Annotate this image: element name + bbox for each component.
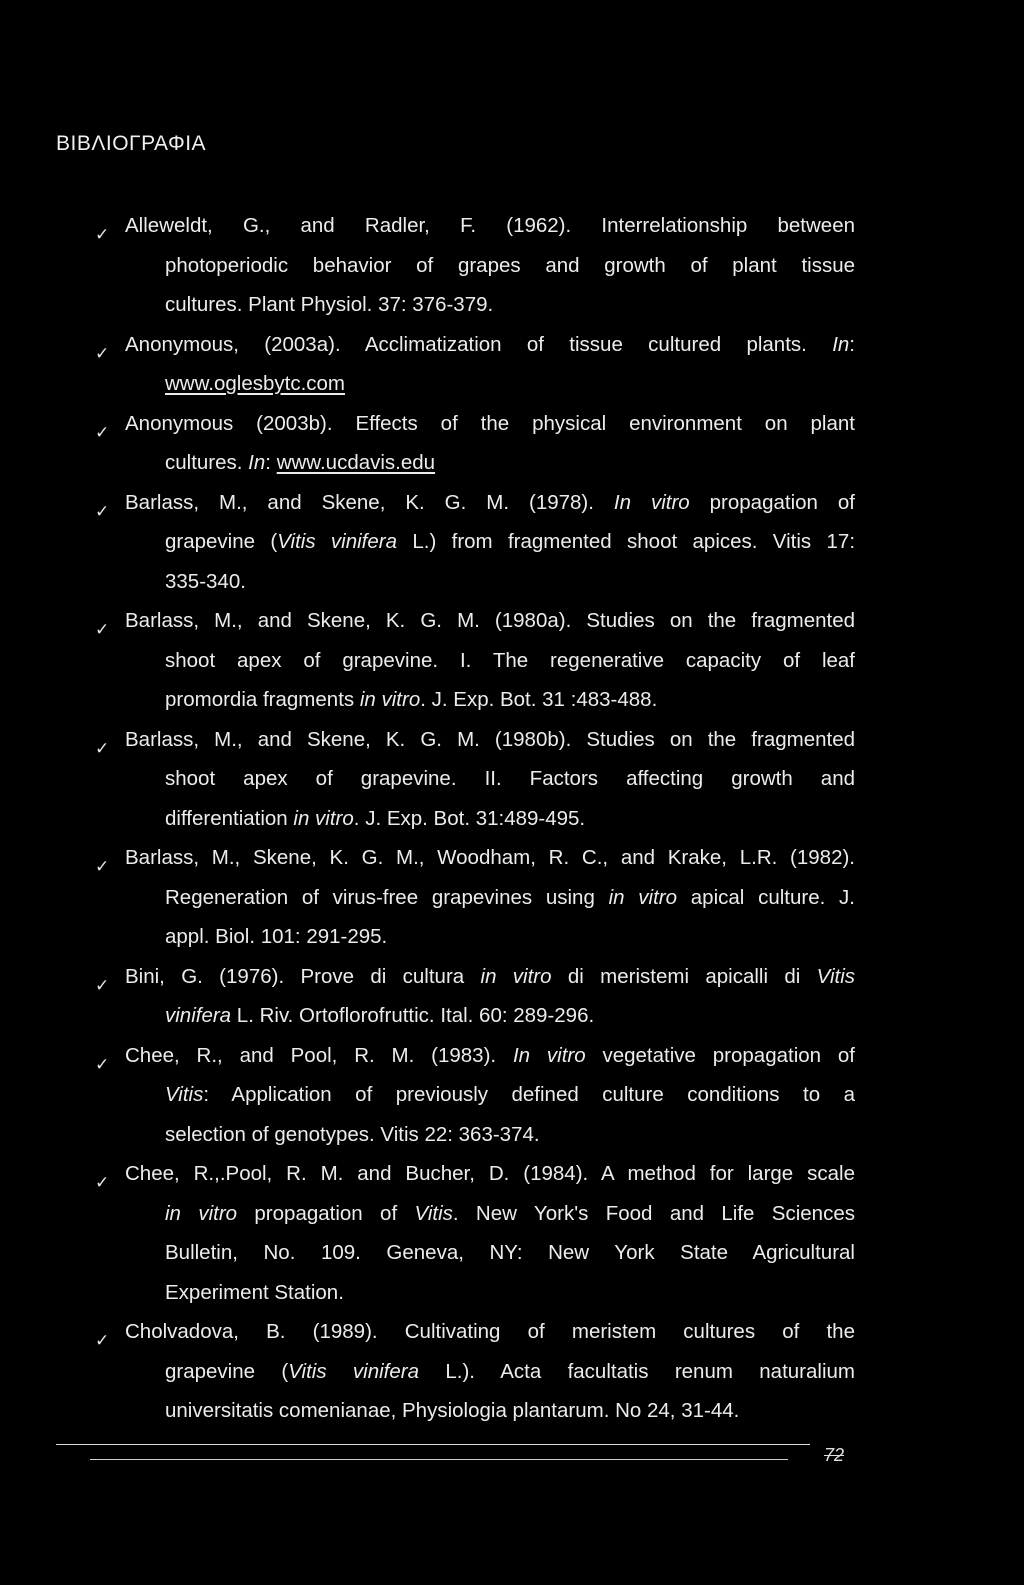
reference-line <box>95 1233 855 1273</box>
reference-entry <box>95 838 855 957</box>
reference-line <box>95 1115 855 1155</box>
reference-line <box>95 799 855 839</box>
italic-text: Vitis <box>414 1201 453 1225</box>
reference-text: Chee, R.,.Pool, R. M. and Bucher, D. (1984). A method for large scale <box>125 1162 855 1185</box>
reference-entry <box>95 483 855 602</box>
reference-line <box>95 957 855 997</box>
reference-line <box>95 206 855 246</box>
url-link[interactable]: www.ucdavis.edu <box>276 451 436 474</box>
reference-text: differentiation <box>165 806 294 830</box>
italic-text: Vitis vinifera <box>288 1359 420 1383</box>
reference-line <box>95 364 855 404</box>
reference-text: L.) from fragmented shoot apices. Vitis 17: <box>397 530 856 553</box>
reference-text: Regeneration of virus-free grapevines using <box>165 885 609 909</box>
reference-text: Barlass, M., Skene, K. G. M., Woodham, R. C., and Krake, L.R. (1982). <box>125 846 855 869</box>
reference-entry <box>95 720 855 839</box>
url-link[interactable]: www.oglesbytc.com <box>165 372 346 395</box>
italic-text: In vitro <box>613 490 690 514</box>
reference-entry <box>95 1312 855 1431</box>
reference-text: vegetative propagation of <box>585 1043 855 1067</box>
reference-line <box>95 562 855 602</box>
reference-text: appl. Biol. 101: 291-295. <box>165 925 388 948</box>
reference-text: shoot apex of grapevine. I. The regenerative capacity of leaf <box>165 648 855 672</box>
reference-text: : Application of previously defined culture conditions to a <box>203 1083 855 1106</box>
reference-text: grapevine ( <box>165 1359 289 1383</box>
reference-text: Cholvadova, B. (1989). Cultivating of meristem cultures of the <box>125 1320 855 1343</box>
reference-line <box>95 285 855 325</box>
reference-text: . J. Exp. Bot. 31 :483-488. <box>420 688 658 711</box>
reference-line <box>95 522 855 562</box>
page-title: ΒΙΒΛΙΟΓΡΑΦΙΑ <box>56 132 207 155</box>
reference-entry <box>95 601 855 720</box>
reference-text: Alleweldt, G., and Radler, F. (1962). Interrelationship between <box>125 214 855 237</box>
reference-text: : <box>265 451 277 474</box>
checkmark-icon: ✓ <box>95 501 110 521</box>
reference-line <box>95 680 855 720</box>
reference-text: Barlass, M., and Skene, K. G. M. (1980a). Studies on the fragmented <box>125 609 855 632</box>
reference-line <box>95 720 855 760</box>
reference-line <box>95 641 855 681</box>
reference-text: cultures. Plant Physiol. 37: 376-379. <box>165 293 494 316</box>
reference-entry <box>95 206 855 325</box>
reference-text: Experiment Station. <box>165 1280 344 1304</box>
reference-entry <box>95 1154 855 1312</box>
reference-text: Bulletin, No. 109. Geneva, NY: New York State Agricultural <box>165 1241 855 1264</box>
reference-text: . J. Exp. Bot. 31:489-495. <box>353 806 586 830</box>
reference-line <box>95 1273 855 1313</box>
reference-text: . New York's Food and Life Sciences <box>452 1201 855 1225</box>
reference-line <box>95 1391 855 1431</box>
reference-line <box>95 838 855 878</box>
italic-text: in vitro <box>480 964 552 988</box>
checkmark-icon: ✓ <box>95 1173 110 1192</box>
reference-line <box>95 759 855 799</box>
reference-line <box>95 483 855 523</box>
reference-text: Bini, G. (1976). Prove di cultura <box>125 964 481 988</box>
reference-line <box>95 996 855 1036</box>
reference-line <box>95 878 855 918</box>
checkmark-icon: ✓ <box>95 738 110 758</box>
italic-text: Vitis <box>165 1083 204 1106</box>
reference-text: Anonymous, (2003a). Acclimatization of tissue cultured plants. <box>125 332 833 356</box>
reference-line <box>95 917 855 957</box>
reference-line <box>95 1312 855 1352</box>
checkmark-icon: ✓ <box>95 225 110 244</box>
footer-rule <box>56 1444 810 1445</box>
reference-text: : <box>849 332 855 356</box>
checkmark-icon: ✓ <box>95 1054 110 1074</box>
checkmark-icon: ✓ <box>95 975 110 995</box>
reference-text: selection of genotypes. Vitis 22: 363-374. <box>165 1122 540 1146</box>
footer-rule <box>90 1459 788 1460</box>
reference-line <box>95 404 855 444</box>
italic-text: in vitro <box>293 806 354 830</box>
italic-text: in vitro <box>608 885 678 909</box>
reference-text: propagation of <box>237 1201 415 1225</box>
reference-line <box>95 1036 855 1076</box>
reference-entry <box>95 957 855 1036</box>
italic-text: in vitro <box>165 1201 238 1225</box>
reference-line <box>95 1075 855 1115</box>
reference-text: grapevine ( <box>165 530 278 553</box>
italic-text: In <box>248 451 266 474</box>
reference-line <box>95 1194 855 1234</box>
reference-text: photoperiodic behavior of grapes and growth of plant tissue <box>165 253 855 277</box>
checkmark-icon: ✓ <box>95 422 110 442</box>
italic-text: Vitis <box>816 964 855 988</box>
reference-text: 335-340. <box>165 569 246 593</box>
reference-text: cultures. <box>165 451 249 474</box>
checkmark-icon: ✓ <box>95 343 110 363</box>
reference-text: Anonymous (2003b). Effects of the physical environment on plant <box>125 411 855 435</box>
italic-text: In <box>832 332 850 356</box>
reference-entry <box>95 404 855 483</box>
italic-text: In vitro <box>512 1043 586 1067</box>
reference-entry <box>95 325 855 404</box>
checkmark-icon: ✓ <box>95 620 110 639</box>
reference-text: L. Riv. Ortoflorofruttic. Ital. 60: 289-296. <box>231 1004 595 1027</box>
italic-text: Vitis vinifera <box>277 530 398 553</box>
reference-text: Barlass, M., and Skene, K. G. M. (1978). <box>125 490 614 514</box>
checkmark-icon: ✓ <box>95 1331 110 1350</box>
checkmark-icon: ✓ <box>95 857 110 876</box>
reference-line <box>95 601 855 641</box>
reference-text: Barlass, M., and Skene, K. G. M. (1980b). Studies on the fragmented <box>125 727 855 751</box>
reference-line <box>95 1154 855 1194</box>
reference-line <box>95 246 855 286</box>
reference-line <box>95 443 855 483</box>
reference-entry <box>95 1036 855 1155</box>
reference-text: shoot apex of grapevine. II. Factors affecting growth and <box>165 767 855 790</box>
italic-text: in vitro <box>359 688 421 711</box>
reference-text: universitatis comenianae, Physiologia plantarum. No 24, 31-44. <box>165 1399 740 1422</box>
reference-text: L.). Acta facultatis renum naturalium <box>419 1359 855 1383</box>
reference-text: Chee, R., and Pool, R. M. (1983). <box>125 1043 513 1067</box>
reference-text: di meristemi apicalli di <box>551 964 817 988</box>
reference-text: promordia fragments <box>165 688 360 711</box>
reference-text: apical culture. J. <box>677 885 855 909</box>
italic-text: vinifera <box>165 1004 232 1027</box>
reference-line <box>95 1352 855 1392</box>
reference-text: propagation of <box>689 490 855 514</box>
reference-line <box>95 325 855 365</box>
page-number: 72 <box>824 1445 845 1465</box>
